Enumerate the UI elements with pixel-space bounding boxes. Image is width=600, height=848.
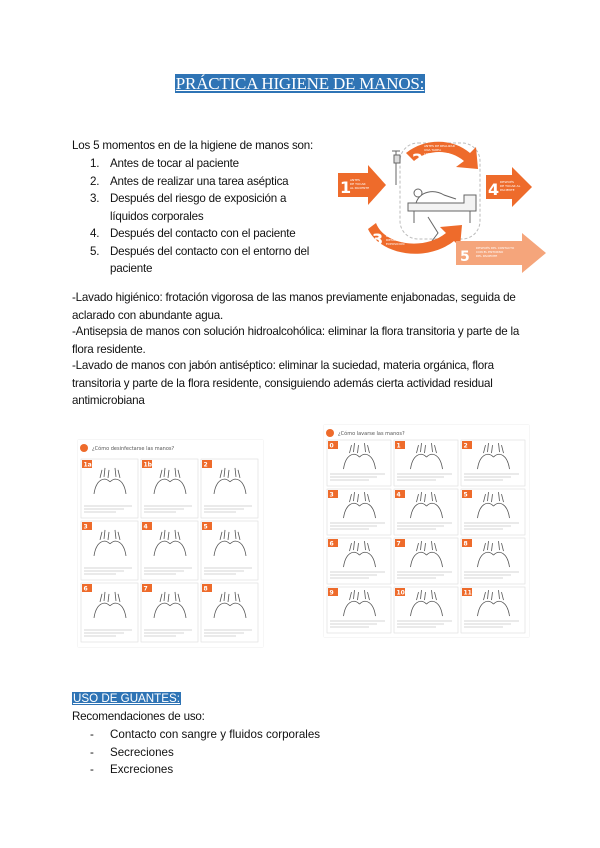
step-number: 8 [203, 585, 208, 593]
jabon-antiseptico-text: -Lavado de manos con jabón antiséptico: eliminar la suciedad, materia orgánica, flora transitoria y parte de la flora residente, consiguiendo además cierta actividad residual antimicrobiana [72, 359, 494, 407]
step-panel [201, 459, 258, 518]
step-panel [201, 521, 258, 580]
step-panel [327, 489, 391, 535]
moment-item: 5. Después del contacto con el entorno del paciente [90, 244, 310, 275]
step-number: 1 [396, 442, 401, 450]
step-number: 3 [329, 491, 334, 499]
right-steps-header: ¿Cómo lavarse las manos? [338, 431, 405, 437]
moment-item: 1. Antes de tocar al paciente [90, 157, 239, 170]
step-panel [461, 538, 525, 584]
step-panel [141, 583, 198, 642]
step-panel [394, 538, 458, 584]
step-number: 4 [396, 491, 401, 499]
step-panel [327, 587, 391, 633]
step-panel [461, 587, 525, 633]
diagram-label-3-num: 3 [372, 230, 384, 249]
svg-text:DESPUÉS DELRIESGO DEEXPOSICIÓN: DESPUÉS DEL RIESGO DE EXPOSICIÓN [386, 234, 407, 246]
step-number: 2 [203, 461, 208, 469]
svg-text:ANTES DE REALIZARUNA TAREALIMP: ANTES DE REALIZAR UNA TAREA LIMPIA/ASÉPTICA [424, 144, 455, 156]
diagram-label-5-num: 5 [460, 249, 470, 265]
step-panel [201, 583, 258, 642]
step-number: 8 [463, 540, 468, 548]
antisepsia-text: -Antisepsia de manos con solución hidroalcohólica: eliminar la flora transitoria y parte de la flora residente. [72, 325, 520, 356]
step-number: 10 [396, 589, 405, 597]
diagram-label-1-num: 1 [340, 178, 352, 197]
step-panel [327, 538, 391, 584]
step-number: 6 [83, 585, 88, 593]
hand-rub-steps-image [78, 440, 263, 647]
step-number: 5 [203, 523, 208, 531]
step-panel [81, 583, 138, 642]
step-number: 1b [143, 461, 152, 469]
moments-intro: Los 5 momentos en de la higiene de manos son: [72, 139, 314, 152]
svg-text:DESPUÉS DEL CONTACTOCON EL ENT: DESPUÉS DEL CONTACTO CON EL ENTORNO DEL PACIENTE [476, 246, 515, 258]
hand-wash-steps-image [324, 425, 529, 637]
step-panel [461, 440, 525, 486]
left-steps-header: ¿Cómo desinfectarse las manos? [92, 446, 175, 452]
gloves-item: - Contacto con sangre y fluidos corporales [90, 728, 321, 741]
gloves-list [72, 726, 320, 779]
step-panel [327, 440, 391, 486]
step-panel [394, 587, 458, 633]
diagram-label-4-num: 4 [488, 180, 500, 199]
gloves-intro: Recomendaciones de uso: [72, 710, 205, 723]
svg-text:DESPUÉSDE TOCAR ALPACIENTE: DESPUÉS DE TOCAR AL PACIENTE [500, 180, 521, 192]
step-panel [394, 489, 458, 535]
five-moments-diagram [336, 133, 548, 273]
diagram-label-2-num: 2 [412, 150, 424, 169]
moment-item: 2. Antes de realizar una tarea aséptica [90, 174, 289, 188]
step-number: 1a [83, 461, 92, 469]
step-number: 3 [83, 523, 88, 531]
moment-item: 3. Después del riesgo de exposición a líquidos corporales [90, 192, 287, 223]
moment-item: 4. Después del contacto con el paciente [90, 227, 296, 240]
page-title: PRÁCTICA HIGIENE DE MANOS: [175, 74, 425, 93]
step-number: 5 [463, 491, 468, 499]
gloves-heading: USO DE GUANTES: [73, 692, 180, 705]
step-panel [141, 521, 198, 580]
page-title-wrap [0, 74, 600, 94]
step-number: 11 [463, 589, 472, 597]
step-panel [394, 440, 458, 486]
step-panel [461, 489, 525, 535]
svg-text:ANTESDE TOCARAL PACIENTE: ANTES DE TOCAR AL PACIENTE [350, 178, 370, 190]
step-number: 2 [463, 442, 468, 450]
step-number: 9 [329, 589, 334, 597]
step-number: 7 [143, 585, 148, 593]
step-panel [81, 459, 138, 518]
gloves-heading-wrap [72, 692, 181, 705]
step-number: 4 [143, 523, 148, 531]
step-number: 0 [329, 442, 334, 450]
step-panel [81, 521, 138, 580]
step-number: 7 [396, 540, 401, 548]
image-caption [78, 648, 79, 654]
gloves-item: - Secreciones [90, 745, 174, 759]
step-number: 6 [329, 540, 334, 548]
lavado-higienico-text: -Lavado higiénico: frotación vigorosa de las manos previamente enjabonadas, seguida de aclarado con abundante agua. [72, 291, 516, 322]
step-panel [141, 459, 198, 518]
gloves-item: - Excreciones [90, 763, 174, 776]
moments-list [72, 155, 322, 278]
